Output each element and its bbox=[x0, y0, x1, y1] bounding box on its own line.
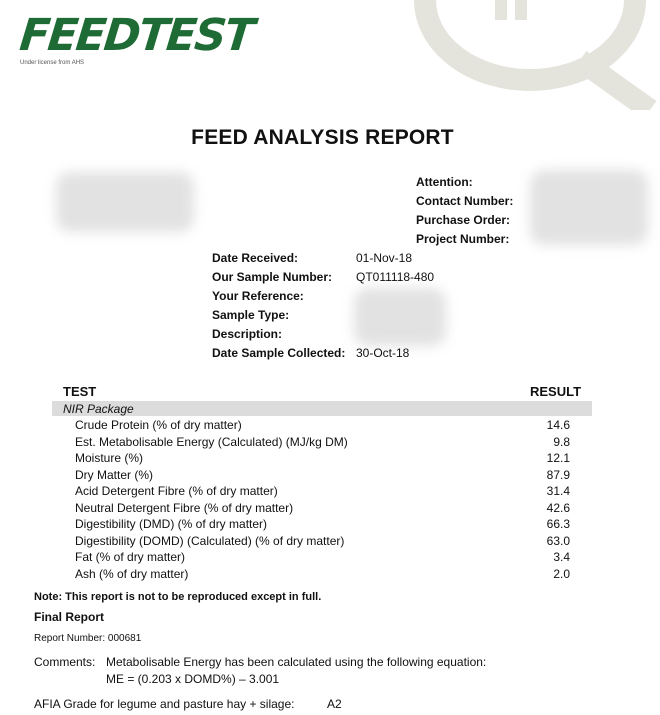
table-row-value: 9.8 bbox=[553, 435, 570, 449]
date-received-label: Date Received: bbox=[212, 251, 299, 265]
table-row-value: 42.6 bbox=[546, 501, 570, 515]
table-row-name: Est. Metabolisable Energy (Calculated) (MJ/kg DM) bbox=[75, 435, 348, 449]
table-row-name: Digestibility (DOMD) (Calculated) (% of dry matter) bbox=[75, 534, 345, 548]
reproduction-note: Note: This report is not to be reproduced except in full. bbox=[34, 591, 322, 603]
table-row-value: 3.4 bbox=[553, 550, 570, 564]
redacted-contact-values bbox=[530, 170, 648, 245]
test-column-header: TEST bbox=[63, 384, 97, 399]
watermark-q-icon bbox=[400, 0, 660, 110]
table-row-name: Acid Detergent Fibre (% of dry matter) bbox=[75, 484, 278, 498]
table-row-value: 63.0 bbox=[546, 534, 570, 548]
sample-number-label: Our Sample Number: bbox=[212, 270, 333, 284]
table-row-name: Dry Matter (%) bbox=[75, 468, 153, 482]
table-row-name: Digestibility (DMD) (% of dry matter) bbox=[75, 517, 268, 531]
redacted-address bbox=[56, 172, 194, 232]
purchase-order-label: Purchase Order: bbox=[416, 213, 511, 227]
redacted-sample-values bbox=[354, 288, 446, 346]
contact-number-label: Contact Number: bbox=[416, 194, 514, 208]
table-row-name: Neutral Detergent Fibre (% of dry matter) bbox=[75, 501, 294, 515]
comments-label: Comments: bbox=[34, 655, 96, 669]
table-row-value: 2.0 bbox=[553, 567, 570, 581]
me-equation: ME = (0.203 x DOMD%) – 3.001 bbox=[106, 672, 280, 686]
report-number: Report Number: 000681 bbox=[34, 633, 142, 644]
project-number-label: Project Number: bbox=[416, 232, 510, 246]
comments-text: Metabolisable Energy has been calculated using the following equation: bbox=[106, 655, 487, 669]
table-row-value: 87.9 bbox=[546, 468, 570, 482]
result-column-header: RESULT bbox=[530, 384, 582, 399]
table-row-name: Ash (% of dry matter) bbox=[75, 567, 189, 581]
attention-label: Attention: bbox=[416, 175, 473, 189]
afia-grade-label: AFIA Grade for legume and pasture hay + silage: bbox=[34, 697, 295, 711]
table-row-value: 66.3 bbox=[546, 517, 570, 531]
date-collected-value: 30-Oct-18 bbox=[356, 346, 410, 360]
afia-grade-value: A2 bbox=[327, 697, 342, 711]
table-row-value: 31.4 bbox=[546, 484, 570, 498]
your-reference-label: Your Reference: bbox=[212, 289, 304, 303]
final-report-label: Final Report bbox=[34, 610, 105, 624]
table-row-name: Fat (% of dry matter) bbox=[75, 550, 186, 564]
table-row-name: Crude Protein (% of dry matter) bbox=[75, 418, 242, 432]
feedtest-logo: FEEDTEST bbox=[17, 10, 256, 61]
table-row-value: 12.1 bbox=[546, 451, 570, 465]
page-title: FEED ANALYSIS REPORT bbox=[191, 126, 454, 149]
date-collected-label: Date Sample Collected: bbox=[212, 346, 346, 360]
sample-type-label: Sample Type: bbox=[212, 308, 290, 322]
description-label: Description: bbox=[212, 327, 283, 341]
table-row-name: Moisture (%) bbox=[75, 451, 144, 465]
table-row-value: 14.6 bbox=[546, 418, 570, 432]
date-received-value: 01-Nov-18 bbox=[356, 251, 413, 265]
package-label: NIR Package bbox=[63, 402, 134, 416]
logo-subtitle: Under license from AHS bbox=[20, 60, 85, 66]
sample-number-value: QT011118-480 bbox=[356, 270, 435, 284]
